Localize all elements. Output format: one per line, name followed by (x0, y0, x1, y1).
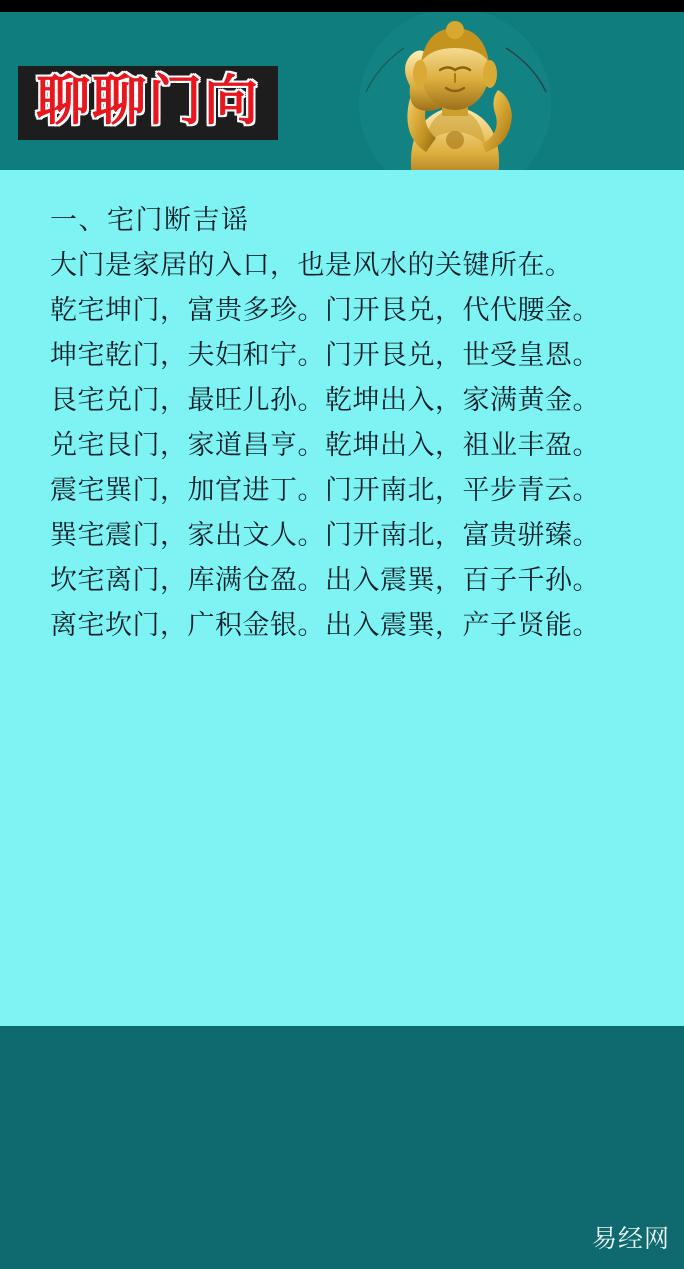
poster-header (0, 12, 684, 170)
body-line: 离宅坎门，广积金银。出入震巽，产子贤能。 (50, 610, 600, 641)
poster-body (0, 170, 684, 1026)
title-plate (18, 66, 278, 140)
poster-footer (0, 1026, 684, 1269)
body-line: 巽宅震门，家出文人。门开南北，富贵骈臻。 (50, 520, 600, 551)
body-line: 震宅巽门，加官进丁。门开南北，平步青云。 (50, 475, 600, 506)
body-line: 乾宅坤门，富贵多珍。门开艮兑，代代腰金。 (50, 295, 600, 326)
body-line: 坎宅离门，库满仓盈。出入震巽，百子千孙。 (50, 565, 600, 596)
top-black-bar (0, 0, 684, 12)
body-line: 大门是家居的入口，也是风水的关键所在。 (50, 250, 573, 281)
body-line: 一、宅门断吉谣 (50, 205, 250, 236)
watermark-label: 易经网 (591, 1224, 670, 1253)
body-text-block (0, 170, 684, 648)
body-line: 艮宅兑门，最旺儿孙。乾坤出入，家满黄金。 (50, 385, 600, 416)
seated-buddha-statue-icon (330, 12, 580, 170)
page-title: 聊聊门向 (36, 69, 260, 132)
body-line: 坤宅乾门，夫妇和宁。门开艮兑，世受皇恩。 (50, 340, 600, 371)
body-line: 兑宅艮门，家道昌亨。乾坤出入，祖业丰盈。 (50, 430, 600, 461)
